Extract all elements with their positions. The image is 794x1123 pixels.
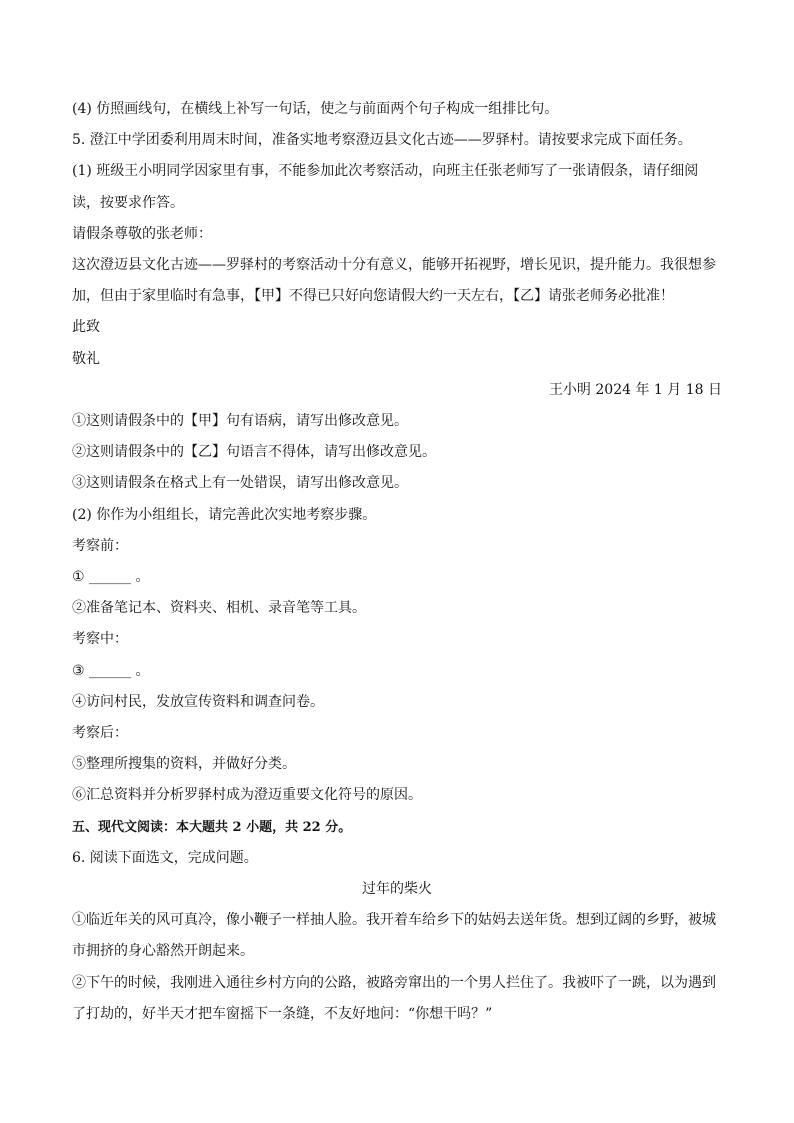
- step-2: ②准备笔记本、资料夹、相机、录音笔等工具。: [72, 600, 366, 617]
- subquestion-1-line-2: 读，按要求作答。: [72, 194, 184, 211]
- step-3-blank: ③ ______ 。: [72, 662, 150, 679]
- step-5: ⑤整理所搜集的资料，并做好分类。: [72, 756, 296, 773]
- leave-note-signature: 王小明 2024 年 1 月 18 日: [548, 381, 722, 398]
- leave-note-body-line-2: 加，但由于家里临时有急事，【甲】不得已只好向您请假大约一天左右，【乙】请张老师务必批准！: [72, 288, 674, 305]
- subquestion-1-line-1: (1) 班级王小明同学因家里有事，不能参加此次考察活动，向班主任张老师写了一张请假条，请仔细阅: [72, 163, 699, 180]
- subquestion-2: (2) 你作为小组组长，请完善此次实地考察步骤。: [72, 506, 377, 523]
- task-1: ①这则请假条中的【甲】句有语病，请写出修改意见。: [72, 413, 408, 430]
- passage-title: 过年的柴火: [362, 881, 432, 898]
- passage-paragraph-1-line-1: ①临近年关的风可真冷，像小鞭子一样抽人脸。我开着车给乡下的姑妈去送年货。想到辽阔的乡野，被城: [72, 912, 716, 929]
- passage-paragraph-2-line-1: ②下午的时候，我刚进入通往乡村方向的公路，被路旁窜出的一个男人拦住了。我被吓了一跳，以为遇到: [72, 974, 716, 991]
- leave-note-closing-2: 敬礼: [72, 350, 100, 367]
- leave-note-body-line-1: 这次澄迈县文化古迹——罗驿村的考察活动十分有意义，能够开拓视野，增长见识，提升能力。我很想参: [72, 257, 716, 274]
- step-1-blank: ① ______ 。: [72, 569, 150, 586]
- passage-paragraph-2-line-2: 了打劫的，好半天才把车窗摇下一条缝，不友好地问：“你想干吗？”: [72, 1005, 493, 1022]
- document-page: [72, 94, 722, 1030]
- passage-paragraph-1-line-2: 市拥挤的身心豁然开朗起来。: [72, 943, 254, 960]
- phase-before-heading: 考察前：: [72, 537, 128, 554]
- question-6-stem: 6. 阅读下面选文，完成问题。: [72, 849, 258, 866]
- leave-note-closing-1: 此致: [72, 319, 100, 336]
- question-4-instruction: (4) 仿照画线句，在横线上补写一句话，使之与前面两个句子构成一组排比句。: [72, 101, 559, 117]
- section-5-heading: 五、现代文阅读：本大题共 2 小题，共 22 分。: [72, 819, 352, 835]
- phase-during-heading: 考察中：: [72, 631, 128, 648]
- task-2: ②这则请假条中的【乙】句语言不得体，请写出修改意见。: [72, 444, 436, 461]
- phase-after-heading: 考察后：: [72, 725, 128, 742]
- step-6: ⑥汇总资料并分析罗驿村成为澄迈重要文化符号的原因。: [72, 787, 422, 804]
- task-3: ③这则请假条在格式上有一处错误，请写出修改意见。: [72, 475, 408, 492]
- step-4: ④访问村民，发放宣传资料和调查问卷。: [72, 693, 324, 710]
- leave-note-salutation: 请假条尊敬的张老师：: [72, 225, 212, 242]
- question-5-stem: 5. 澄江中学团委利用周末时间，准备实地考察澄迈县文化古迹——罗驿村。请按要求完成下面任务。: [72, 132, 692, 149]
